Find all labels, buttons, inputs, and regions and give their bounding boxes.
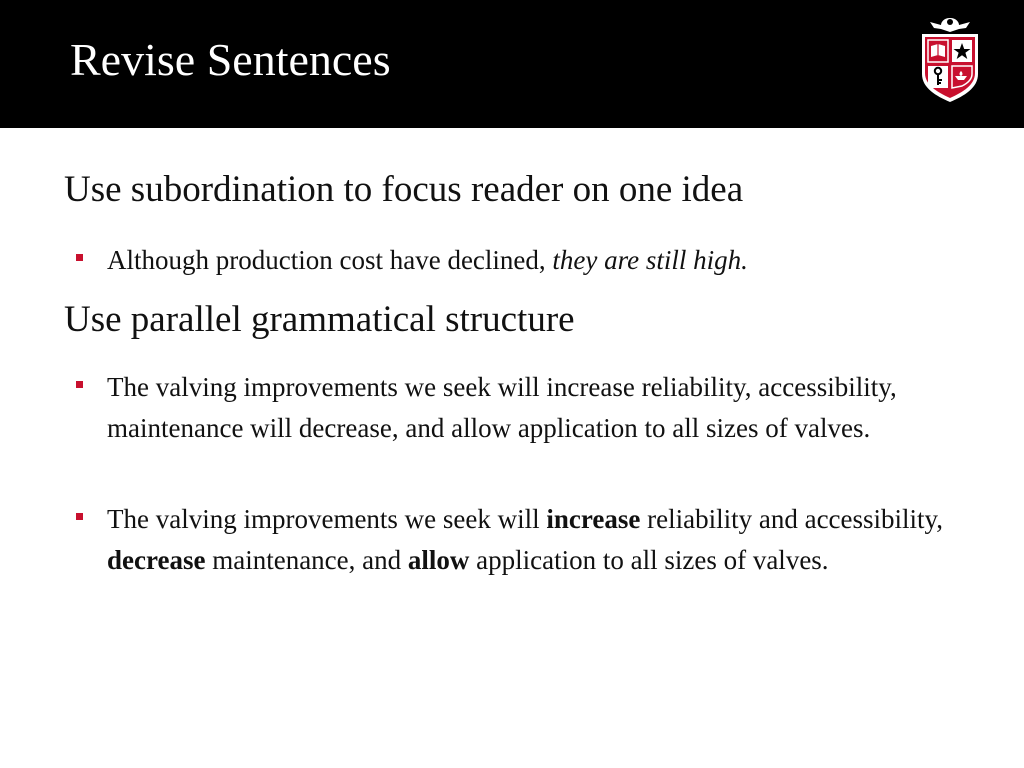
bullet-square-icon xyxy=(76,254,83,261)
bullet-text-bold: increase xyxy=(546,504,641,534)
bullet-text-bold: allow xyxy=(407,545,470,575)
bullet-text-italic: they are still high. xyxy=(552,245,748,275)
university-shield-logo xyxy=(916,16,984,104)
heading-parallel-structure: Use parallel grammatical structure xyxy=(64,299,575,340)
bullet-text: The valving improvements we seek will increase reliability, accessibility, maintenance will decrease, and allow application to all sizes of valves. xyxy=(107,372,897,443)
bullet-square-icon xyxy=(76,381,83,388)
heading-subordination: Use subordination to focus reader on one idea xyxy=(64,169,744,210)
bullet-text-plain: maintenance, and xyxy=(205,545,408,575)
title-bar xyxy=(0,0,1024,128)
slide-title: Revise Sentences xyxy=(70,34,391,85)
bullet-text xyxy=(107,240,977,281)
bullet-text-plain: reliability and accessibility, xyxy=(640,504,944,534)
bullet-text-plain: application to all sizes of valves. xyxy=(469,545,829,575)
bullet-square-icon xyxy=(76,513,83,520)
bullet-text-bold: decrease xyxy=(107,545,206,575)
bullet-text-plain: Although production cost have declined, xyxy=(107,245,553,275)
bullet-text xyxy=(107,499,977,581)
bullet-text-plain: The valving improvements we seek will xyxy=(107,504,547,534)
